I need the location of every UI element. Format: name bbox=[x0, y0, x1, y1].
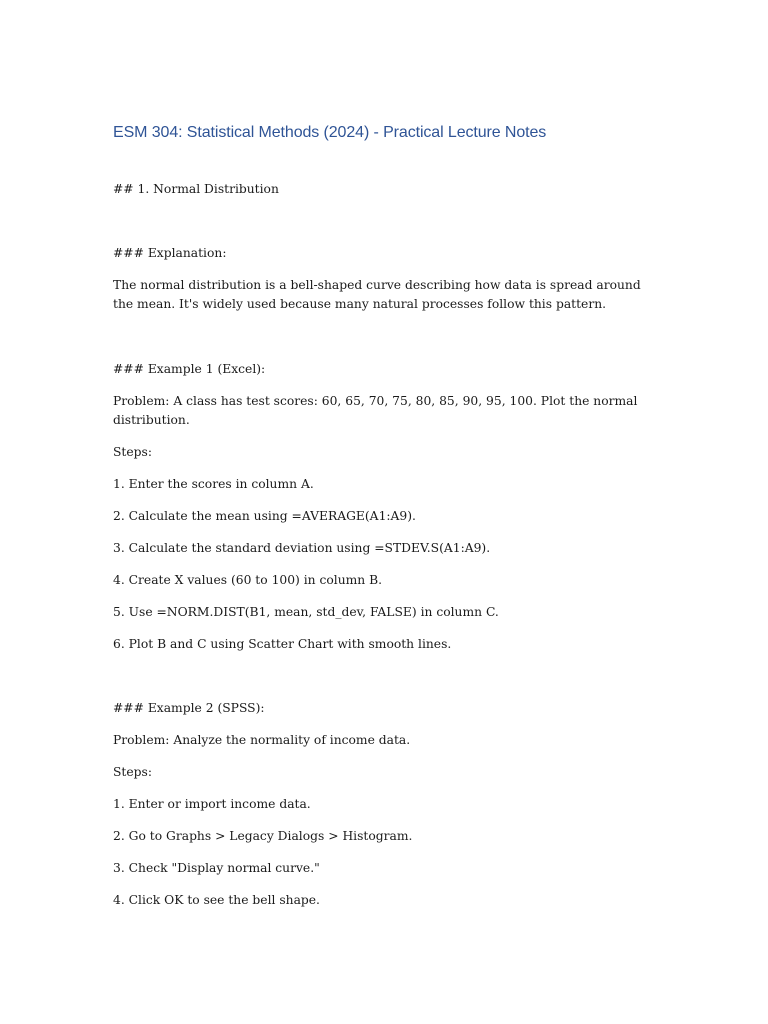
example2-step-2: 2. Go to Graphs > Legacy Dialogs > Histogram. bbox=[113, 829, 413, 843]
example1-step-3: 3. Calculate the standard deviation using =STDEV.S(A1:A9). bbox=[113, 541, 491, 555]
explanation-paragraph: The normal distribution is a bell-shaped curve describing how data is spread around the mean. It's widely used because many natural processes follow this pattern. bbox=[113, 278, 641, 311]
example1-step-1: 1. Enter the scores in column A. bbox=[113, 477, 314, 491]
section-heading-normal-distribution: ## 1. Normal Distribution bbox=[113, 182, 279, 196]
example1-step-5: 5. Use =NORM.DIST(B1, mean, std_dev, FALSE) in column C. bbox=[113, 605, 499, 619]
example1-step-4: 4. Create X values (60 to 100) in column B. bbox=[113, 573, 383, 587]
example2-step-1: 1. Enter or import income data. bbox=[113, 797, 311, 811]
example2-heading: ### Example 2 (SPSS): bbox=[113, 701, 265, 715]
example1-heading: ### Example 1 (Excel): bbox=[113, 362, 266, 376]
example2-problem: Problem: Analyze the normality of income data. bbox=[113, 733, 411, 747]
explanation-heading: ### Explanation: bbox=[113, 246, 227, 260]
example1-steps-label: Steps: bbox=[113, 445, 152, 459]
example2-steps-label: Steps: bbox=[113, 765, 152, 779]
example1-step-6: 6. Plot B and C using Scatter Chart with smooth lines. bbox=[113, 637, 452, 651]
example1-step-2: 2. Calculate the mean using =AVERAGE(A1:A9). bbox=[113, 509, 416, 523]
example1-problem: Problem: A class has test scores: 60, 65, 70, 75, 80, 85, 90, 95, 100. Plot the normal distribution. bbox=[113, 394, 638, 427]
example2-step-4: 4. Click OK to see the bell shape. bbox=[113, 893, 320, 907]
document-title: ESM 304: Statistical Methods (2024) - Practical Lecture Notes bbox=[113, 124, 547, 141]
example2-step-3: 3. Check "Display normal curve." bbox=[113, 861, 320, 875]
